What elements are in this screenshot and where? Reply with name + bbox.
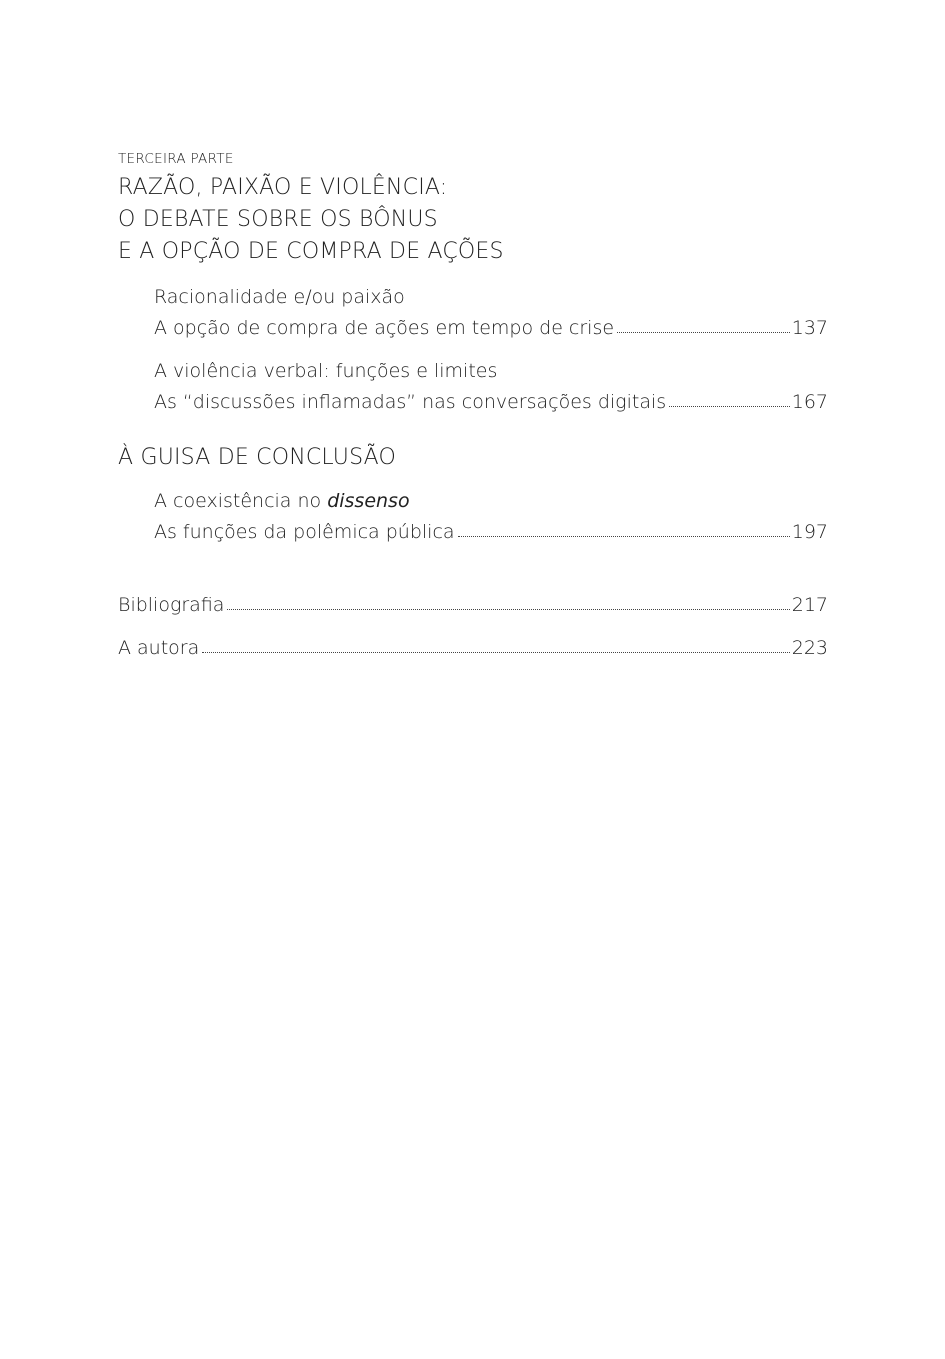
back-matter-label: Bibliografia bbox=[118, 594, 225, 616]
toc-entry-chapter[interactable] bbox=[154, 356, 828, 418]
dot-leader bbox=[617, 332, 790, 333]
chapter-subtitle: As funções da polêmica pública bbox=[154, 521, 455, 543]
toc-line bbox=[154, 313, 828, 344]
table-of-contents bbox=[118, 150, 828, 664]
chapter-subtitle: A opção de compra de ações em tempo de crise bbox=[154, 317, 615, 339]
chapter-title: Racionalidade e/ou paixão bbox=[154, 286, 405, 308]
toc-entry-bibliography[interactable] bbox=[118, 590, 828, 621]
toc-entry-chapter[interactable] bbox=[154, 282, 828, 344]
toc-entry-author[interactable] bbox=[118, 633, 828, 664]
toc-line bbox=[154, 387, 828, 418]
part-title-line: RAZÃO, PAIXÃO E VIOLÊNCIA: bbox=[118, 175, 448, 200]
conclusion-title: À GUISA DE CONCLUSÃO bbox=[118, 445, 397, 470]
chapter-title-italic: dissenso bbox=[327, 490, 410, 512]
toc-line bbox=[118, 633, 828, 664]
part-label: TERCEIRA PARTE bbox=[118, 151, 234, 167]
page-number: 167 bbox=[791, 391, 828, 413]
toc-line bbox=[118, 590, 828, 621]
part-title-line: E A OPÇÃO DE COMPRA DE AÇÕES bbox=[118, 239, 504, 264]
toc-entry-chapter[interactable] bbox=[154, 486, 828, 548]
dot-leader bbox=[458, 536, 790, 537]
page-number: 223 bbox=[791, 637, 828, 659]
chapter-title bbox=[154, 486, 828, 517]
back-matter-label: A autora bbox=[118, 637, 200, 659]
chapter-title-prefix: A coexistência no bbox=[154, 490, 328, 512]
dot-leader bbox=[669, 406, 790, 407]
part-title-line: O DEBATE SOBRE OS BÔNUS bbox=[118, 207, 438, 232]
dot-leader bbox=[202, 652, 789, 653]
page-number: 217 bbox=[791, 594, 828, 616]
page-number: 197 bbox=[791, 521, 828, 543]
chapter-title: A violência verbal: funções e limites bbox=[154, 360, 498, 382]
page-number: 137 bbox=[791, 317, 828, 339]
chapter-subtitle: As “discussões inflamadas” nas conversações digitais bbox=[154, 391, 667, 413]
part-title bbox=[118, 172, 828, 268]
dot-leader bbox=[227, 609, 789, 610]
toc-line bbox=[154, 517, 828, 548]
